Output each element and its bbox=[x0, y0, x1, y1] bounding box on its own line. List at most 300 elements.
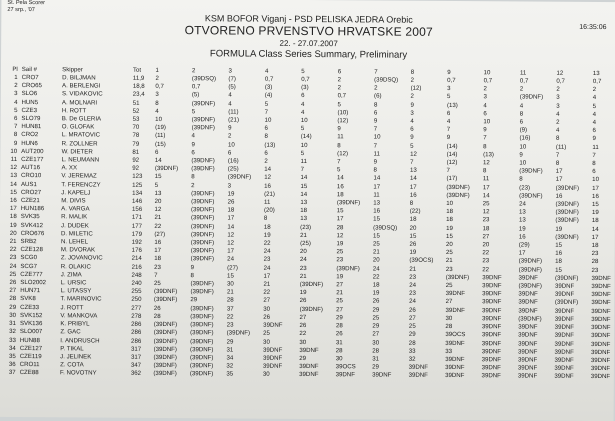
table-cell: 250 bbox=[131, 296, 142, 304]
table-cell: 6 bbox=[483, 110, 487, 118]
table-cell: 18 bbox=[9, 213, 17, 221]
table-cell: SVK412 bbox=[20, 221, 44, 229]
table-cell: (39DNF) bbox=[519, 93, 544, 102]
table-cell: CRO27 bbox=[20, 188, 42, 196]
table-cell: 29 bbox=[336, 314, 343, 322]
table-cell: 30 bbox=[9, 311, 17, 319]
table-cell: 15 bbox=[154, 173, 162, 181]
table-cell: 5 bbox=[337, 166, 341, 174]
table-cell: 21 bbox=[445, 257, 453, 265]
table-cell: 23 bbox=[336, 256, 344, 264]
table-cell: 134 bbox=[132, 189, 143, 197]
table-cell: 30 bbox=[372, 338, 380, 347]
table-cell: 16 bbox=[409, 191, 417, 199]
table-cell: CZE127 bbox=[19, 344, 43, 352]
table-cell: 20 bbox=[445, 241, 453, 249]
table-cell: 19 bbox=[591, 209, 599, 217]
table-cell: 9 bbox=[191, 140, 195, 148]
table-cell: 4 bbox=[410, 117, 414, 125]
table-cell: (39DNF) bbox=[190, 321, 214, 329]
table-cell: 18 bbox=[482, 224, 490, 232]
table-cell: 81 bbox=[132, 148, 140, 156]
table-cell: (39DNF) bbox=[190, 255, 215, 263]
table-cell: 7 bbox=[592, 151, 596, 159]
table-cell: 11,9 bbox=[132, 74, 145, 82]
table-cell: (39DNF) bbox=[555, 274, 579, 282]
table-cell: SCG0 bbox=[20, 254, 38, 262]
table-cell: 39DNF bbox=[591, 315, 611, 324]
table-cell: (39DNF) bbox=[519, 167, 543, 175]
table-cell: (39DNF) bbox=[555, 200, 579, 208]
table-cell: 4 bbox=[155, 107, 159, 115]
table-cell: (39DNF) bbox=[153, 288, 178, 296]
table-cell: 125 bbox=[132, 181, 143, 189]
table-cell: 7 bbox=[555, 151, 560, 159]
table-cell: 278 bbox=[131, 312, 142, 320]
table-cell: M. DVORAK bbox=[60, 246, 96, 254]
table-cell: 26 bbox=[335, 330, 343, 338]
table-cell: 39DNF bbox=[481, 315, 502, 323]
table-cell: 19 bbox=[336, 273, 344, 281]
table-cell: 16 bbox=[264, 182, 271, 190]
table-cell: 177 bbox=[131, 222, 143, 230]
table-cell: 39DNF bbox=[481, 347, 502, 356]
table-cell: (12) bbox=[337, 150, 349, 158]
table-cell: 39DNF bbox=[299, 371, 319, 379]
table-cell: (17) bbox=[446, 175, 458, 183]
table-cell: 8 bbox=[483, 142, 487, 150]
table-cell: 39DNF bbox=[335, 371, 355, 379]
table-cell: 25 bbox=[336, 248, 344, 256]
table-cell: 2 bbox=[155, 74, 159, 82]
table-cell: 24 bbox=[299, 256, 307, 264]
column-header: 8 bbox=[410, 68, 415, 76]
table-cell: 2 bbox=[191, 181, 195, 189]
table-cell: J. KAPELJ bbox=[61, 189, 91, 197]
table-cell: A. XX bbox=[61, 164, 78, 172]
table-cell: 39DNF bbox=[518, 307, 538, 315]
table-cell: 26 bbox=[299, 322, 307, 330]
table-cell: (9) bbox=[519, 126, 528, 134]
table-cell: 5 bbox=[191, 108, 196, 116]
table-cell: 12 bbox=[264, 174, 272, 182]
table-cell: 25 bbox=[372, 314, 380, 322]
table-cell: 26 bbox=[263, 313, 271, 321]
table-cell: 31 bbox=[335, 338, 343, 346]
table-cell: 4 bbox=[14, 98, 18, 106]
table-cell: 27 bbox=[445, 298, 453, 306]
table-cell: 25 bbox=[372, 240, 380, 248]
table-cell: 11 bbox=[300, 157, 307, 166]
table-cell: (13) bbox=[446, 101, 458, 109]
table-cell: Z. COTA bbox=[60, 361, 84, 369]
table-cell: 7 bbox=[300, 166, 305, 174]
table-cell: (39DNF) bbox=[190, 345, 214, 354]
table-cell: (27) bbox=[154, 230, 166, 238]
table-cell: 39DNF bbox=[554, 307, 575, 315]
table-cell: 248 bbox=[131, 271, 142, 279]
table-cell: (39DNF) bbox=[519, 192, 543, 200]
table-cell: (39DNF) bbox=[555, 217, 579, 225]
table-cell: 6 bbox=[592, 168, 596, 176]
table-cell: 216 bbox=[131, 263, 142, 271]
table-cell: 0,7 bbox=[483, 77, 493, 85]
table-cell: (39DNF) bbox=[191, 165, 215, 173]
table-cell: 0,7 bbox=[301, 75, 310, 84]
table-cell: (10) bbox=[337, 109, 349, 117]
table-cell: 39DNF bbox=[590, 365, 611, 373]
table-cell: 4 bbox=[228, 91, 232, 99]
table-cell: (25) bbox=[300, 240, 311, 248]
table-cell: CZE128 bbox=[20, 246, 43, 254]
table-cell: 18 bbox=[227, 206, 235, 214]
table-cell: 11 bbox=[10, 155, 18, 164]
table-cell: 11 bbox=[373, 191, 380, 199]
table-cell: 19 bbox=[227, 190, 235, 198]
table-cell: 23 bbox=[409, 273, 417, 281]
table-cell: 2 bbox=[410, 93, 414, 101]
table-cell: 7 bbox=[154, 271, 158, 279]
table-cell: 277 bbox=[131, 304, 142, 312]
table-cell: 9 bbox=[483, 126, 487, 134]
table-cell: SRB2 bbox=[20, 238, 37, 246]
table-cell: 20 bbox=[482, 241, 490, 249]
table-cell: 8 bbox=[263, 215, 268, 223]
table-cell: 5 bbox=[154, 181, 159, 189]
table-cell: 39DNF bbox=[481, 339, 502, 347]
table-cell: 34 bbox=[9, 344, 16, 352]
table-cell: 39DNF bbox=[518, 323, 538, 331]
table-cell: 30 bbox=[226, 280, 234, 288]
table-cell: 19 bbox=[9, 221, 17, 229]
table-cell: 30 bbox=[299, 338, 307, 346]
table-cell: 39DNF bbox=[481, 372, 501, 380]
table-cell: 70 bbox=[132, 123, 140, 132]
table-cell: 32 bbox=[226, 362, 234, 370]
table-cell: 5 bbox=[337, 100, 341, 108]
table-cell: 15 bbox=[336, 207, 344, 215]
table-cell: CRO676 bbox=[20, 229, 45, 238]
table-cell: H. ROTT bbox=[61, 107, 87, 115]
table-cell: 8 bbox=[482, 167, 487, 175]
table-cell: 10 bbox=[483, 118, 491, 126]
table-cell: 0,7 bbox=[155, 83, 164, 91]
table-cell: 10 bbox=[10, 147, 18, 155]
table-cell: CZE3 bbox=[21, 106, 38, 114]
table-cell: (12) bbox=[337, 117, 349, 125]
table-cell: 5 bbox=[410, 142, 414, 150]
table-cell: 39DNF bbox=[518, 274, 538, 282]
table-cell: 29 bbox=[190, 296, 198, 304]
table-cell: 6 bbox=[410, 125, 414, 133]
table-cell: (39DNF) bbox=[153, 296, 178, 304]
table-cell: (3) bbox=[264, 83, 273, 91]
table-cell: 15 bbox=[373, 232, 380, 240]
table-cell: (11) bbox=[228, 108, 239, 116]
table-cell: 7 bbox=[337, 158, 341, 166]
table-cell: 16 bbox=[336, 182, 344, 190]
table-cell: (11) bbox=[155, 132, 166, 140]
table-cell: 32 bbox=[9, 328, 16, 336]
table-cell: (20) bbox=[263, 206, 275, 215]
print-time: 16:35:06 bbox=[579, 23, 607, 32]
table-cell: 18 bbox=[300, 207, 308, 215]
table-cell: 17 bbox=[409, 183, 417, 191]
table-cell: 9 bbox=[337, 125, 341, 133]
table-cell: (39OCS) bbox=[409, 257, 434, 265]
table-cell: V. JEREMAZ bbox=[61, 172, 97, 180]
table-cell: 39DNF bbox=[482, 282, 502, 290]
table-cell: 13 bbox=[300, 215, 308, 223]
table-cell: (39DNF) bbox=[226, 329, 251, 337]
table-cell: 17 bbox=[9, 205, 17, 213]
table-cell: 39DNF bbox=[445, 290, 466, 298]
table-cell: 2 bbox=[264, 157, 268, 165]
table-cell: 39DNF bbox=[518, 348, 538, 356]
table-cell: 19 bbox=[446, 224, 453, 232]
table-cell: 15 bbox=[10, 188, 17, 196]
table-cell: 24 bbox=[519, 200, 526, 208]
table-cell: 12 bbox=[482, 208, 490, 216]
table-cell: 39DNF bbox=[518, 331, 538, 339]
table-cell: D. MILETIC bbox=[60, 230, 93, 238]
table-cell: 0,7 bbox=[447, 76, 456, 85]
table-cell: 0,7 bbox=[519, 77, 529, 85]
table-cell: Z. GAC bbox=[60, 328, 81, 336]
table-cell: 22 bbox=[154, 222, 162, 230]
table-cell: 25 bbox=[445, 282, 453, 290]
column-header: 6 bbox=[337, 68, 342, 76]
table-cell: 10 bbox=[592, 176, 599, 184]
table-cell: 7 bbox=[264, 108, 269, 116]
table-cell: M. DIVIS bbox=[61, 197, 86, 205]
table-cell: 18 bbox=[409, 216, 417, 224]
table-cell: 39DNF bbox=[481, 356, 502, 364]
table-cell: 23 bbox=[482, 216, 490, 224]
column-header: Tot bbox=[132, 66, 142, 74]
table-cell: 53 bbox=[132, 115, 140, 123]
table-cell: 10 bbox=[300, 116, 308, 125]
column-header: 4 bbox=[264, 67, 269, 75]
table-cell: 19 bbox=[409, 248, 417, 257]
table-cell: 10 bbox=[446, 200, 454, 208]
table-cell: HUN81 bbox=[21, 123, 42, 131]
table-cell: 51 bbox=[132, 99, 140, 107]
table-cell: 8 bbox=[373, 101, 378, 109]
table-cell: 4 bbox=[556, 110, 560, 118]
table-cell: 22 bbox=[299, 330, 307, 338]
table-cell: 23 bbox=[445, 265, 453, 273]
table-cell: 240 bbox=[131, 279, 142, 287]
table-cell: 25 bbox=[408, 322, 416, 330]
table-cell: (25) bbox=[227, 165, 239, 173]
table-cell: 19 bbox=[336, 240, 344, 248]
table-cell: 39DNF bbox=[591, 274, 611, 282]
table-cell: 25 bbox=[336, 297, 343, 305]
table-cell: 317 bbox=[130, 345, 142, 353]
table-cell: 24 bbox=[409, 281, 417, 289]
table-cell: 13 bbox=[518, 216, 526, 224]
table-cell: SVK152 bbox=[20, 311, 43, 320]
table-cell: HUN186 bbox=[20, 205, 45, 213]
table-cell: 22 bbox=[226, 313, 234, 321]
table-cell: CZE177 bbox=[21, 156, 44, 164]
table-cell: 2 bbox=[519, 85, 524, 93]
table-cell: 16 bbox=[10, 196, 17, 205]
table-cell: 32 bbox=[408, 355, 416, 363]
table-cell: 13 bbox=[10, 172, 18, 180]
table-cell: 8 bbox=[13, 131, 18, 139]
table-cell: (39DNF) bbox=[153, 353, 177, 361]
table-cell: 4 bbox=[301, 100, 305, 108]
table-cell: 5 bbox=[300, 149, 305, 157]
table-cell: (39DNF) bbox=[190, 304, 214, 313]
table-cell: 14 bbox=[373, 174, 381, 182]
table-cell: 79 bbox=[132, 140, 140, 148]
table-cell: 21 bbox=[372, 248, 380, 256]
table-cell: (12) bbox=[410, 84, 422, 92]
table-cell: 8 bbox=[190, 272, 194, 280]
table-cell: 27 bbox=[263, 297, 271, 305]
table-cell: 10 bbox=[300, 141, 308, 149]
event-title: OTVORENO PRVENSTVO HRVATSKE 2007 bbox=[184, 23, 433, 39]
table-cell: 8 bbox=[264, 133, 268, 141]
table-cell: 6 bbox=[301, 92, 305, 100]
table-cell: 39DNF bbox=[481, 306, 502, 315]
table-cell: (39DNF) bbox=[190, 247, 215, 255]
table-cell: 39DNF bbox=[482, 298, 502, 306]
table-cell: 13 bbox=[410, 166, 417, 174]
table-cell: 6 bbox=[227, 149, 232, 157]
table-cell: 37 bbox=[226, 305, 234, 313]
table-cell: (39DNF) bbox=[518, 315, 542, 323]
table-cell: 6 bbox=[592, 127, 596, 135]
table-cell: 31 bbox=[226, 346, 234, 354]
table-cell: 12 bbox=[336, 232, 344, 240]
table-cell: V. MANKOVA bbox=[60, 312, 98, 320]
table-cell: 23 bbox=[409, 289, 416, 298]
table-cell: 20 bbox=[372, 256, 380, 264]
table-cell: 14 bbox=[264, 165, 272, 173]
table-cell: (39DNF) bbox=[190, 337, 214, 345]
table-cell: 23 bbox=[226, 321, 234, 329]
table-cell: 3 bbox=[227, 182, 232, 190]
table-cell: (27) bbox=[227, 264, 238, 272]
table-cell: 347 bbox=[130, 361, 142, 369]
table-cell: (39DNF) bbox=[336, 199, 361, 207]
table-cell: (39DNF) bbox=[153, 345, 177, 353]
table-cell: 14 bbox=[300, 174, 308, 182]
table-cell: 179 bbox=[131, 230, 143, 238]
table-cell: (39DNF) bbox=[189, 354, 214, 362]
table-cell: 39DNF bbox=[554, 373, 574, 381]
table-cell: SVK136 bbox=[19, 320, 43, 328]
table-cell: 5 bbox=[447, 93, 451, 101]
table-cell: 29 bbox=[299, 354, 307, 362]
table-cell: 0,7 bbox=[191, 83, 201, 91]
table-body bbox=[3, 74, 615, 382]
table-cell: 39DNF bbox=[481, 364, 501, 372]
table-cell: 39DNF bbox=[554, 364, 574, 372]
table-cell: (22) bbox=[409, 207, 421, 216]
table-cell: 22 bbox=[263, 288, 271, 297]
table-cell: 26 bbox=[299, 297, 307, 305]
table-cell: 4 bbox=[592, 94, 597, 102]
table-cell: (39DNF) bbox=[191, 157, 215, 165]
table-cell: R. ZOLLNER bbox=[61, 139, 98, 148]
table-cell: R. OLAKIC bbox=[60, 262, 91, 271]
table-cell: 39DNF bbox=[517, 372, 538, 380]
table-cell: 24 bbox=[263, 264, 271, 272]
table-cell: 21 bbox=[299, 272, 307, 280]
table-cell: 25 bbox=[9, 270, 17, 278]
table-cell: 4 bbox=[592, 110, 597, 118]
scorer-label: St. Pela Scorer bbox=[7, 0, 46, 7]
table-cell: 25 bbox=[445, 249, 453, 257]
table-cell: 5 bbox=[300, 125, 305, 133]
table-cell: 39DNF bbox=[591, 299, 611, 307]
table-cell: 17 bbox=[154, 247, 162, 255]
table-cell: 39DNF bbox=[591, 324, 611, 332]
table-cell: 18,8 bbox=[132, 82, 145, 91]
table-cell: 4 bbox=[446, 117, 451, 126]
table-cell: 6 bbox=[13, 114, 18, 122]
table-cell: 8 bbox=[519, 110, 524, 118]
table-cell: 7 bbox=[446, 126, 451, 134]
table-cell: 37 bbox=[8, 369, 16, 377]
table-cell: 3 bbox=[556, 102, 560, 110]
table-cell: 2 bbox=[337, 76, 342, 84]
table-cell: 92 bbox=[132, 156, 140, 164]
table-cell: (39DNF) bbox=[154, 165, 179, 173]
table-cell: 28 bbox=[226, 296, 234, 304]
table-cell: (29) bbox=[518, 241, 530, 249]
organizer-title: KSM BOFOR Viganj - PSD PELISKA JEDRA Orebic bbox=[204, 13, 413, 25]
table-cell: 4 bbox=[191, 132, 195, 140]
table-cell: 4 bbox=[556, 126, 560, 134]
table-cell: CRO11 bbox=[19, 361, 40, 369]
column-header: Skipper bbox=[62, 66, 83, 74]
table-cell: 92 bbox=[132, 165, 140, 173]
table-cell: 30 bbox=[445, 314, 453, 322]
table-cell: O. GLOFAK bbox=[61, 123, 95, 131]
table-cell: (5) bbox=[228, 83, 236, 91]
table-cell: 30 bbox=[263, 338, 270, 346]
table-cell: 27 bbox=[336, 305, 343, 313]
table-cell: CRO7 bbox=[21, 74, 39, 82]
table-cell: 8 bbox=[155, 99, 159, 107]
table-cell: 6 bbox=[446, 109, 451, 117]
table-cell: 23 bbox=[591, 266, 599, 274]
table-cell: (39DNF) bbox=[555, 233, 579, 241]
table-cell: A. VARGA bbox=[61, 205, 90, 213]
table-cell: (39DNF) bbox=[554, 299, 579, 307]
table-cell: AUS1 bbox=[20, 180, 37, 188]
table-cell: 9 bbox=[13, 139, 18, 147]
table-cell: CRO65 bbox=[21, 82, 42, 90]
table-cell: L. NEUMANN bbox=[61, 156, 100, 164]
table-cell: 14 bbox=[300, 190, 308, 198]
table-cell: 26 bbox=[153, 304, 161, 312]
table-cell: 14 bbox=[154, 156, 162, 165]
table-cell: 8 bbox=[409, 199, 414, 207]
table-cell: 25 bbox=[263, 329, 270, 338]
table-cell: 16 bbox=[555, 249, 563, 258]
table-cell: 39DNF bbox=[554, 291, 575, 299]
table-cell: 9 bbox=[190, 263, 195, 271]
table-cell: HUN71 bbox=[20, 287, 41, 295]
table-cell: 17 bbox=[555, 176, 563, 184]
